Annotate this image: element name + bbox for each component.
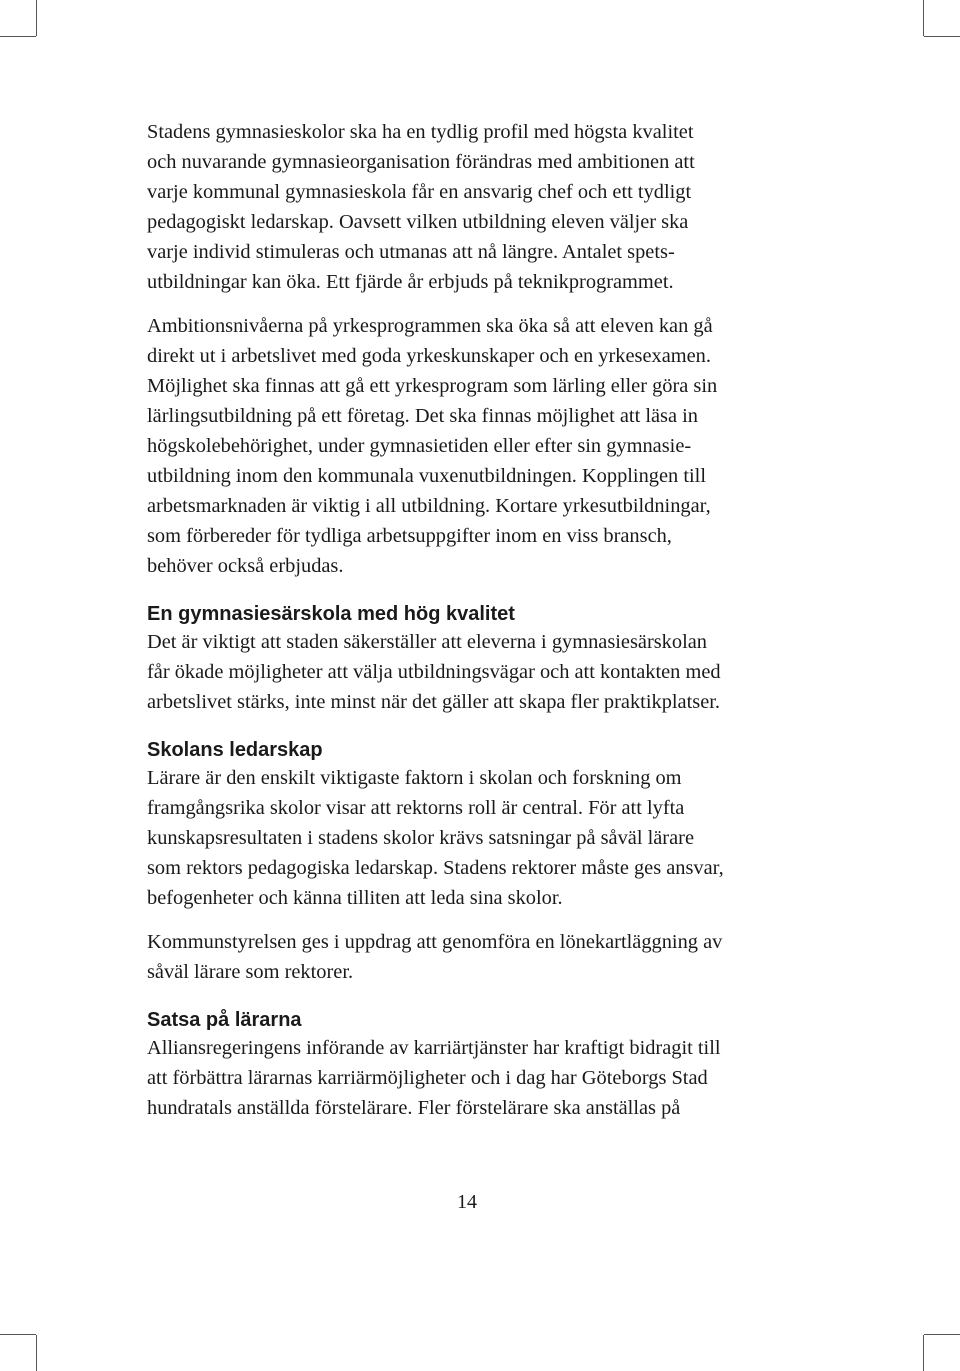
text-line: lärlingsutbildning på ett företag. Det ska finnas möjlighet att läsa in — [147, 405, 698, 427]
paragraph-yrkesprogram — [147, 311, 797, 581]
crop-mark — [36, 0, 37, 36]
crop-mark — [36, 1335, 37, 1371]
text-line: Ambitionsnivåerna på yrkesprogrammen ska öka så att eleven kan gå — [147, 315, 713, 337]
crop-mark — [0, 1334, 36, 1335]
paragraph-gymnasiesarskola — [147, 627, 797, 717]
text-line: och nuvarande gymnasieorganisation förändras med ambitionen att — [147, 151, 695, 173]
text-line: högskolebehörighet, under gymnasietiden eller efter sin gymnasie- — [147, 435, 692, 457]
crop-mark — [923, 0, 924, 36]
text-line: kunskapsresultaten i stadens skolor krävs satsningar på såväl lärare — [147, 827, 694, 849]
page-number: 14 — [457, 1191, 477, 1213]
text-line: får ökade möjligheter att välja utbildningsvägar och att kontakten med — [147, 661, 721, 683]
text-line: Alliansregeringens införande av karriärtjänster har kraftigt bidragit till — [147, 1037, 721, 1059]
text-line: arbetslivet stärks, inte minst när det gäller att skapa fler praktikplatser. — [147, 691, 721, 713]
text-line: pedagogiskt ledarskap. Oavsett vilken utbildning eleven väljer ska — [147, 211, 689, 233]
paragraph-lonekartlaggning — [147, 927, 797, 987]
text-line: utbildningar kan öka. Ett fjärde år erbjuds på teknikprogrammet. — [147, 271, 674, 293]
crop-mark — [0, 36, 36, 37]
text-line: som rektors pedagogiska ledarskap. Stadens rektorer måste ges ansvar, — [147, 857, 724, 879]
text-line: hundratals anställda förstelärare. Fler förstelärare ska anställas på — [147, 1097, 681, 1119]
text-line: Kommunstyrelsen ges i uppdrag att genomföra en lönekartläggning av — [147, 931, 723, 953]
section-heading: En gymnasiesärskola med hög kvalitet — [147, 603, 515, 625]
paragraph-lararna — [147, 1033, 797, 1123]
text-line: varje kommunal gymnasieskola får en ansvarig chef och ett tydligt — [147, 181, 692, 203]
text-line: Lärare är den enskilt viktigaste faktorn i skolan och forskning om — [147, 767, 682, 789]
text-line: framgångsrika skolor visar att rektorns roll är central. För att lyfta — [147, 797, 685, 819]
crop-mark — [923, 1335, 924, 1371]
text-line: Möjlighet ska finnas att gå ett yrkesprogram som lärling eller göra sin — [147, 375, 718, 397]
text-line: att förbättra lärarnas karriärmöjligheter och i dag har Göteborgs Stad — [147, 1067, 708, 1089]
text-line: arbetsmarknaden är viktig i all utbildning. Kortare yrkesutbildningar, — [147, 495, 711, 517]
text-line: befogenheter och känna tilliten att leda sina skolor. — [147, 887, 563, 909]
text-line: direkt ut i arbetslivet med goda yrkeskunskaper och en yrkesexamen. — [147, 345, 711, 367]
text-line: utbildning inom den kommunala vuxenutbildningen. Kopplingen till — [147, 465, 706, 487]
text-line: som förbereder för tydliga arbetsuppgifter inom en viss bransch, — [147, 525, 672, 547]
text-line: Det är viktigt att staden säkerställer att eleverna i gymnasiesärskolan — [147, 631, 707, 653]
section-heading: Skolans ledarskap — [147, 739, 323, 761]
crop-mark — [924, 36, 960, 37]
text-line: behöver också erbjudas. — [147, 555, 344, 577]
paragraph-gymnasieskolor — [147, 117, 797, 297]
page-content — [147, 117, 797, 1123]
text-line: såväl lärare som rektorer. — [147, 961, 354, 983]
section-heading: Satsa på lärarna — [147, 1009, 302, 1031]
crop-mark — [924, 1334, 960, 1335]
paragraph-ledarskap — [147, 763, 797, 913]
text-line: varje individ stimuleras och utmanas att nå längre. Antalet spets- — [147, 241, 675, 263]
text-line: Stadens gymnasieskolor ska ha en tydlig profil med högsta kvalitet — [147, 121, 694, 143]
